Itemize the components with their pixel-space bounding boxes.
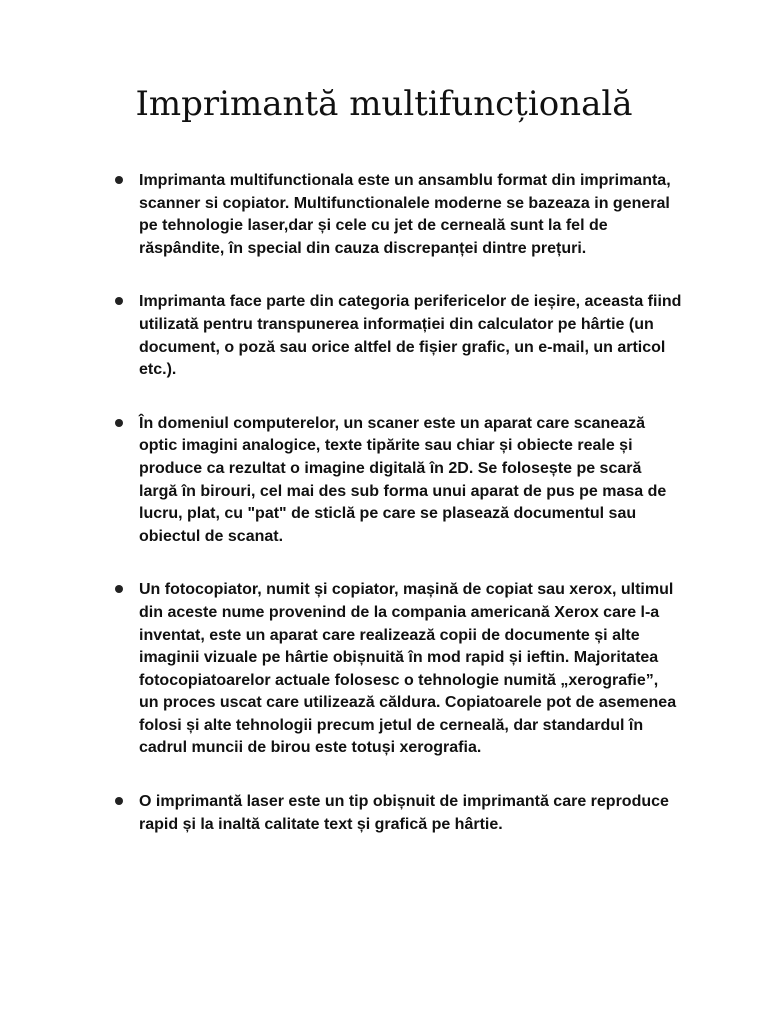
- bullet-icon: [115, 797, 123, 805]
- bullet-icon: [115, 176, 123, 184]
- bullet-icon: [115, 297, 123, 305]
- paragraph-text: Imprimanta face parte din categoria perifericelor de ieșire, aceasta fiind utilizată pentru transpunerea informației din calculator pe hârtie (un document, o poză sau orice altfel de fișier grafic, un e-mail, un articol etc.).: [139, 293, 682, 379]
- bullet-icon: [115, 585, 123, 593]
- list-item: [112, 579, 682, 760]
- list-item: [112, 291, 682, 381]
- paragraph-text: Imprimanta multifunctionala este un ansamblu format din imprimanta, scanner si copiator. Multifunctionalele moderne se bazeaza in general pe tehnologie laser,dar și cele cu jet de cerneală sunt la fel de răspândite, în special din cauza discrepanței dintre prețuri.: [139, 172, 671, 257]
- bullet-icon: [115, 419, 123, 427]
- paragraph-text: O imprimantă laser este un tip obișnuit de imprimantă care reproduce rapid și la inaltă calitate text și grafică pe hârtie.: [139, 793, 669, 833]
- paragraph-text: Un fotocopiator, numit și copiator, mașină de copiat sau xerox, ultimul din aceste nume provenind de la compania americană Xerox care l-a inventat, este un aparat care realizează copii de documente și alte imaginii vizuale pe hârtie obișnuită în mod rapid și ieftin. Majoritatea fotocopiatoarelor actuale folosesc o tehnologie numită „xerografie”, un proces uscat care utilizează căldura. Copiatoarele pot de asemenea folosi și alte tehnologii precum jetul de cerneală, dar standardul în cadrul muncii de birou este totuși xerografia.: [139, 581, 677, 757]
- paragraph-text: În domeniul computerelor, un scaner este un aparat care scanează optic imagini analogice, texte tipărite sau chiar și obiecte reale și produce ca rezultat o imagine digitală în 2D. Se folosește pe scară largă în birouri, cel mai des sub forma unui aparat de pus pe masa de lucru, plat, cu "pat" de sticlă pe care se plasează documentul sau obiectul de scanat.: [139, 414, 667, 545]
- list-item: [112, 170, 682, 260]
- list-item: [112, 413, 682, 549]
- list-item: [112, 791, 682, 836]
- page-title: Imprimantă multifuncțională: [135, 84, 633, 124]
- bullet-list: [112, 170, 682, 867]
